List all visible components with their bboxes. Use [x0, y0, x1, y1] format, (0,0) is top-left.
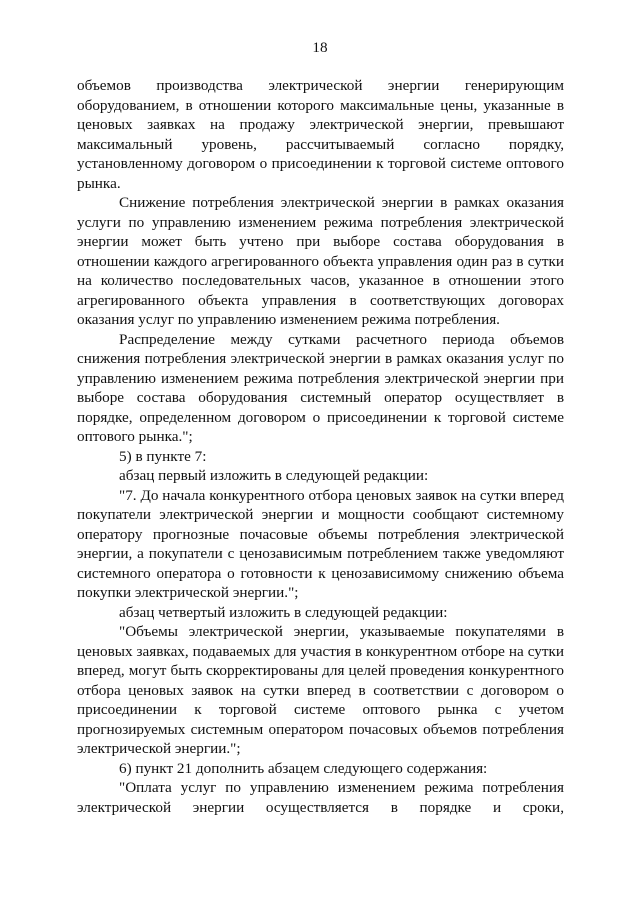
paragraph-8: "Объемы электрической энергии, указываемые покупателями в ценовых заявках, подаваемых для участия в конкурентном отборе на сутки вперед, могут быть скорректированы для целей проведения конкурентного отбора ценовых заявок на сутки вперед в соответствии с договором о присоединении к торговой системе оптового рынка с учетом прогнозируемых системным оператором почасовых объемов потребления электрической энергии."; [77, 623, 564, 757]
document-body [77, 76, 564, 817]
paragraph-3: Распределение между сутками расчетного периода объемов снижения потребления электрической энергии в рамках оказания услуг по управлению изменением режима потребления электрической энергии при выборе состава оборудования системный оператор осуществляет в порядке, определенном договором о присоединении к торговой системе оптового рынка."; [77, 330, 564, 445]
paragraph-2: Снижение потребления электрической энергии в рамках оказания услуги по управлению изменением режима потребления электрической энергии может быть учтено при выборе состава оборудования в отношении каждого агрегированного объекта управления один раз в сутки на количество последовательных часов, указанное в отношении этого агрегированного объекта управления в соответствующих договорах оказания услуг по управлению изменением режима потребления. [77, 194, 564, 328]
paragraph-10: "Оплата услуг по управлению изменением режима потребления электрической энергии осуществляется в порядке и сроки, [77, 779, 564, 816]
paragraph-6: "7. До начала конкурентного отбора ценовых заявок на сутки вперед покупатели электрической энергии и мощности сообщают системному оператору прогнозные почасовые объемы потребления электрической энергии, а покупатели с ценозависимым потреблением также уведомляют системного оператора о готовности к ценозависимому снижению объема покупки электрической энергии."; [77, 486, 564, 601]
paragraph-7: абзац четвертый изложить в следующей редакции: [119, 603, 448, 621]
paragraph-1: объемов производства электрической энергии генерирующим оборудованием, в отношении которого максимальные цены, указанные в ценовых заявках на продажу электрической энергии, превышают максимальный уровень, рассчитываемый согласно порядку, установленному договором о присоединении к торговой системе оптового рынка. [77, 77, 564, 192]
paragraph-5: абзац первый изложить в следующей редакции: [119, 467, 429, 484]
paragraph-9: 6) пункт 21 дополнить абзацем следующего содержания: [119, 759, 488, 777]
paragraph-4: 5) в пункте 7: [119, 447, 207, 465]
page-number: 18 [312, 39, 328, 56]
